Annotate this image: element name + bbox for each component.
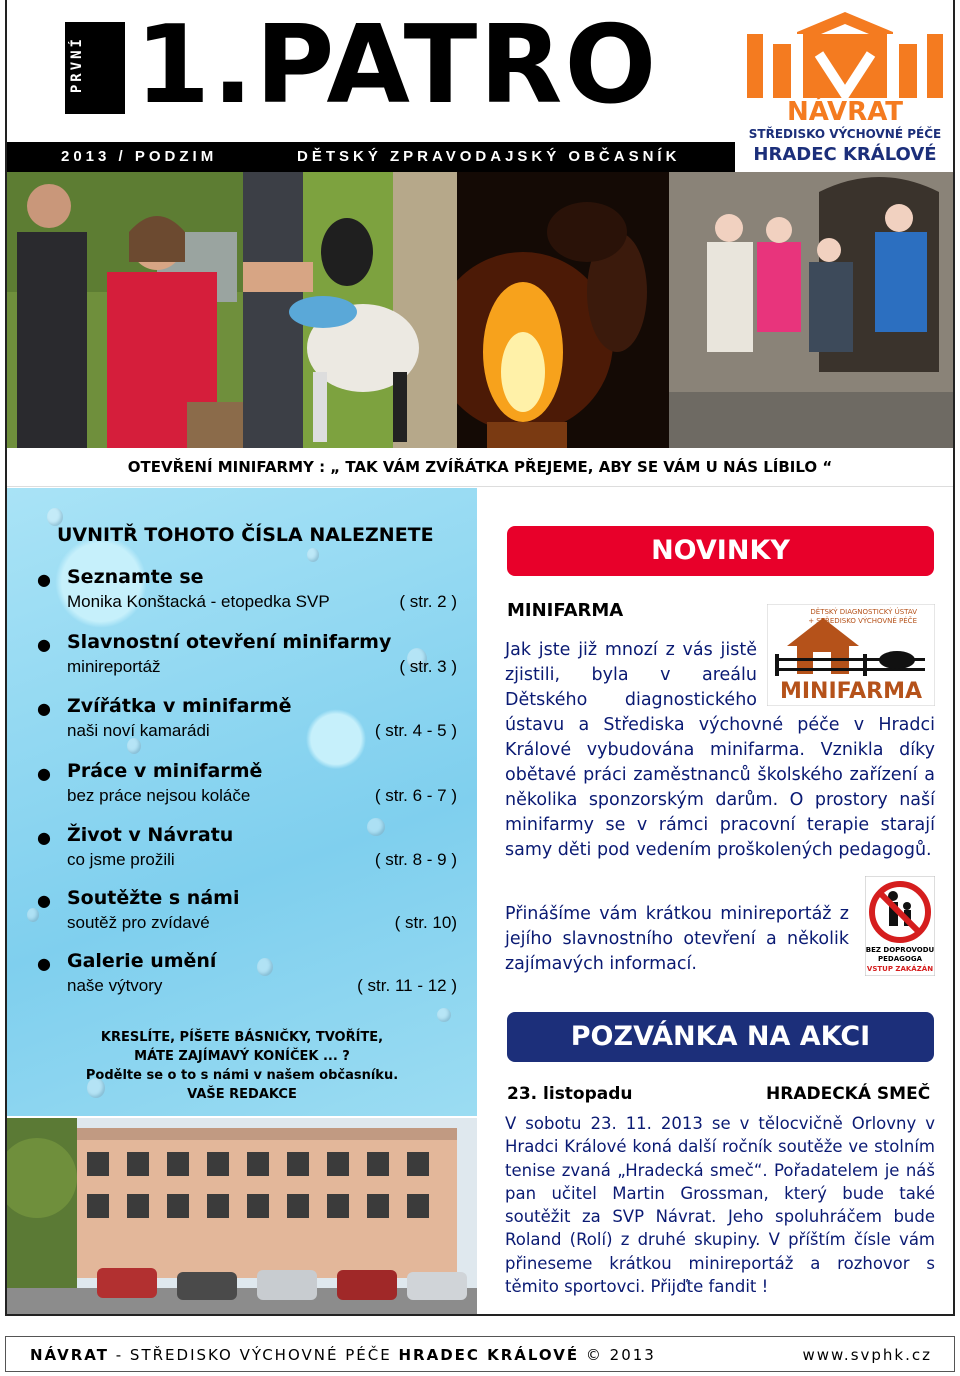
logo-line1: STŘEDISKO VÝCHOVNÉ PÉČE [748,127,942,141]
news-kicker: MINIFARMA [507,600,624,621]
event-date: 23. listopadu [507,1084,633,1104]
bullet-icon: ● [37,570,51,589]
photo-group [669,172,953,448]
logo-line2: HRADEC KRÁLOVÉ [753,144,937,165]
minifarma-logo [767,604,935,706]
minifarma-small2: + STŘEDISKO VÝCHOVNÉ PÉČE [808,617,917,625]
toc-item-title: Slavnostní otevření minifarmy [67,631,392,653]
photo-couple [7,172,243,448]
news-paragraph [505,608,935,863]
minifarma-word: MINIFARMA [779,679,923,704]
toc-item-page: ( str. 11 - 12 ) [357,976,457,995]
logo-name: NÁVRAT [786,97,904,127]
cta-line: KRESLÍTE, PÍŠETE BÁSNIČKY, TVOŘÍTE, [100,1030,384,1045]
toc-item-subtitle: minireportáž [67,657,161,676]
bullet-icon: ● [37,764,51,783]
toc-item-title: Galerie umění [67,950,217,972]
cta-line: MÁTE ZAJÍMAVÝ KONÍČEK ... ? [134,1049,350,1064]
footer-org-desc: - STŘEDISKO VÝCHOVNÉ PÉČE [108,1346,399,1364]
footer-copyright: © 2013 [579,1346,656,1364]
photo-campfire [457,172,669,448]
table-of-contents [7,488,477,1116]
toc-item-subtitle: naši noví kamarádi [67,721,210,740]
issue-banner [7,142,735,172]
toc-item-page: ( str. 10) [394,913,457,932]
photo-building [7,1118,477,1314]
event-header: POZVÁNKA NA AKCI [507,1012,934,1062]
toc-item-page: ( str. 4 - 5 ) [374,721,457,740]
issue-subtitle: DĚTSKÝ ZPRAVODAJSKÝ OBČASNÍK [297,148,681,165]
sign-line2: PEDAGOGA [878,955,922,963]
news-paragraph-text: Jak jste již mnozí z vás jistě zjistili, byla v areálu Dětského diagnostického ústavu a Střediska výchovné péče v Hradci Králové vybudována minifarma. Vznikla díky obětavé práci zaměstnanců školského zařízení a několika sponzorským darům. O prostory naší minifarmy se v rámci pracovní terapie starají samy děti pod vedením proškolených pedagogů. [505,640,935,860]
sign-line1: BEZ DOPROVODU [865,946,935,954]
toc-item-title: Život v Návratu [67,824,234,846]
toc-item-title: Zvířátka v minifarmě [67,695,292,717]
news-paragraph-text: Přinášíme vám krátkou minireportáž z jejího slavnostního otevření a několik zajímavých informací. [505,904,849,974]
sign-line3: VSTUP ZAKÁZÁN [866,965,934,973]
page-footer [5,1336,955,1372]
toc-heading: UVNITŘ TOHOTO ČÍSLA NALEZNETE [57,524,434,546]
toc-item-title: Práce v minifarmě [67,760,263,782]
cta-line: Podělte se o to s námi v našem občasníku. [85,1068,399,1083]
photo-caption: OTEVŘENÍ MINIFARMY : „ TAK VÁM ZVÍŘÁTKA PŘEJEME, ABY SE VÁM U NÁS LÍBILO “ [7,448,953,487]
toc-item-subtitle: soutěž pro zvídavé [67,913,210,932]
photo-goat [243,172,457,448]
toc-item-page: ( str. 2 ) [399,592,457,611]
cta-line: VAŠE REDAKCE [187,1087,297,1102]
toc-item-subtitle: Monika Konštacká - etopedka SVP [67,592,330,611]
footer-org [30,1346,656,1364]
bullet-icon: ● [37,635,51,654]
masthead-number-block [65,22,125,114]
toc-item-title: Soutěžte s námi [67,887,240,909]
masthead [7,0,735,142]
bullet-icon: ● [37,891,51,910]
masthead-number: 1. [135,3,256,128]
minifarma-small1: DĚTSKÝ DIAGNOSTICKÝ ÚSTAV [810,608,917,616]
bullet-icon: ● [37,828,51,847]
toc-item-subtitle: bez práce nejsou koláče [67,786,251,805]
toc-item-page: ( str. 6 - 7 ) [374,786,457,805]
navrat-logo-graphic [737,4,953,170]
masthead-title [135,3,659,128]
photo-strip [7,172,953,448]
no-entry-sign-icon [865,876,935,976]
masthead-vertical-text: PRVNÍ [69,36,85,94]
footer-city: HRADEC KRÁLOVÉ [398,1346,580,1364]
toc-item-subtitle: naše výtvory [67,976,163,995]
event-text: V sobotu 23. 11. 2013 se v tělocvičně Orlovny v Hradci Králové koná další ročník soutěže ve stolním tenise zvaná „Hradecká smeč“. Pořadatelem je náš pan učitel Martin Grossman, který bude také soutěžit za SVP Návrat. Jeho spoluhráčem bude Roland (Rolí) z druhé skupiny. V příštím čísle vám přineseme krátkou minireportáž a rozhovor s těmito sportovci. Přijďte fandit ! [505,1114,935,1297]
masthead-word: PATRO [255,3,659,128]
toc-call-to-action [27,1028,457,1104]
news-header: NOVINKY [507,526,934,576]
event-name: HRADECKÁ SMEČ [766,1084,931,1104]
toc-item-subtitle: co jsme prožili [67,850,175,869]
footer-url-link[interactable]: www.svphk.cz [802,1346,932,1364]
news-paragraph [505,902,935,977]
navrat-logo [737,4,953,170]
toc-item-title: Seznamte se [67,566,204,588]
issue-date: 2013 / PODZIM [61,148,218,165]
toc-item-page: ( str. 3 ) [399,657,457,676]
bullet-icon: ● [37,954,51,973]
toc-item-page: ( str. 8 - 9 ) [374,850,457,869]
footer-org-name: NÁVRAT [30,1346,109,1364]
bullet-icon: ● [37,699,51,718]
